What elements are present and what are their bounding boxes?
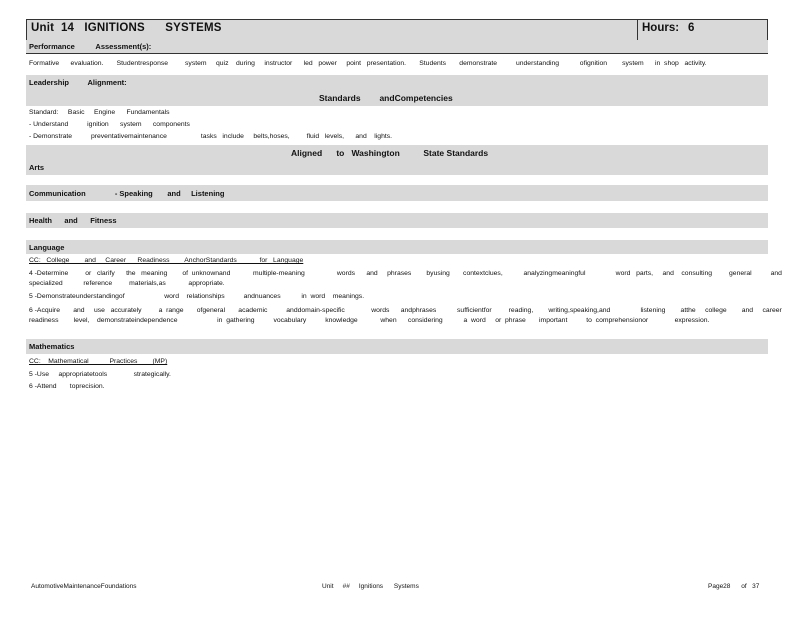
communication-heading: Communication - Speaking and Listening	[29, 189, 225, 198]
standards-line: Standard: Basic Engine Fundamentals	[29, 109, 170, 116]
leadership-band	[26, 75, 768, 106]
divider	[26, 53, 768, 54]
performance-text: Formative evaluation. Studentresponse system quiz during instructor led power point presentation. Students demonstrate understanding ofignition system in shop activity.	[29, 60, 707, 67]
standards-line: - Understand ignition system components	[29, 121, 190, 128]
unit-title: Unit 14 IGNITIONS SYSTEMS	[31, 22, 222, 34]
footer-unit: Unit ## Ignitions Systems	[322, 583, 419, 590]
washington-band	[26, 145, 768, 175]
standards-heading: Standards andCompetencies	[319, 93, 453, 103]
communication-band	[26, 185, 768, 201]
language-line: 5 -Demonstrateunderstandingof word relationships andnuances in word meanings.	[29, 293, 365, 300]
performance-band	[26, 40, 768, 53]
health-heading: Health and Fitness	[29, 216, 117, 225]
language-band	[26, 240, 768, 254]
language-line: specialized reference materials,as appropriate.	[29, 280, 225, 287]
health-band	[26, 213, 768, 228]
mathematics-heading: Mathematics	[29, 342, 75, 351]
mathematics-line: 6 -Attend toprecision.	[29, 383, 105, 390]
hours-label: Hours:	[642, 22, 680, 34]
unit-plan-sheet	[26, 19, 782, 390]
hours-value: 6	[688, 22, 695, 34]
arts-heading: Arts	[29, 163, 45, 172]
language-heading: Language	[29, 243, 65, 252]
language-line: 4 -Determine or clarify the meaning of unknownand multiple-meaning words and phrases byusing contextclues, analyzingmeaningful word parts, and consulting general and	[29, 270, 782, 277]
footer-course: AutomotiveMaintenanceFoundations	[31, 583, 137, 590]
leadership-heading: Leadership Alignment:	[29, 78, 127, 87]
mathematics-subheading: CC: Mathematical Practices (MP)	[29, 358, 168, 365]
mathematics-line: 5 -Use appropriatetools strategically.	[29, 371, 171, 378]
hours-cell	[637, 20, 767, 40]
standards-line: - Demonstrate preventativemaintenance tasks include belts,hoses, fluid levels, and lights.	[29, 133, 393, 140]
language-subheading: CC: College and Career Readiness AnchorStandards for Language	[29, 257, 304, 264]
language-line: 6 -Acquire and use accurately a range ofgeneral academic anddomain-specific words andphrases sufficientfor reading, writing,speaking,and listening atthe college and career	[29, 307, 782, 314]
performance-heading: Performance Assessment(s):	[29, 42, 152, 51]
washington-heading: Aligned to Washington State Standards	[291, 148, 489, 158]
mathematics-band	[26, 339, 768, 354]
language-line: readiness level, demonstrateindependence in gathering vocabulary knowledge when considering a word or phrase important to comprehensionor expression.	[29, 317, 710, 324]
footer-page-number: Page28 of 37	[708, 583, 760, 590]
unit-title-bar	[26, 19, 768, 41]
